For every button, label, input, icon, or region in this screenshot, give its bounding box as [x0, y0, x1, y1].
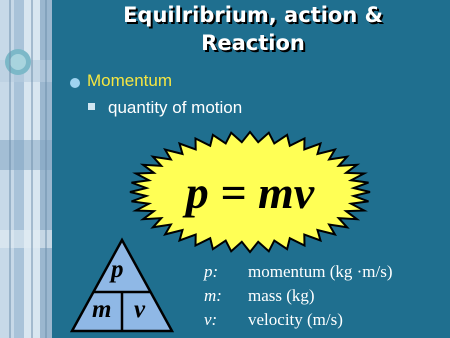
triangle-label-m: m: [92, 296, 112, 323]
triangle-label-p: p: [111, 256, 124, 283]
momentum-formula: p = mv: [185, 167, 315, 218]
sub-bullet-quantity-of-motion: quantity of motion: [108, 98, 243, 117]
legend-description: mass (kg): [248, 286, 315, 305]
bullet-momentum: Momentum: [87, 71, 173, 90]
legend-symbol: p:: [204, 262, 219, 281]
slide-title-line1: Equilribrium, action &: [123, 3, 383, 27]
legend-description: velocity (m/s): [248, 310, 343, 329]
legend-description: momentum (kg ·m/s): [248, 262, 393, 281]
slide-title-line2: Reaction: [201, 31, 305, 55]
legend-symbol: m:: [204, 286, 222, 305]
legend-symbol: v:: [204, 310, 218, 329]
triangle-label-v: v: [134, 296, 146, 323]
